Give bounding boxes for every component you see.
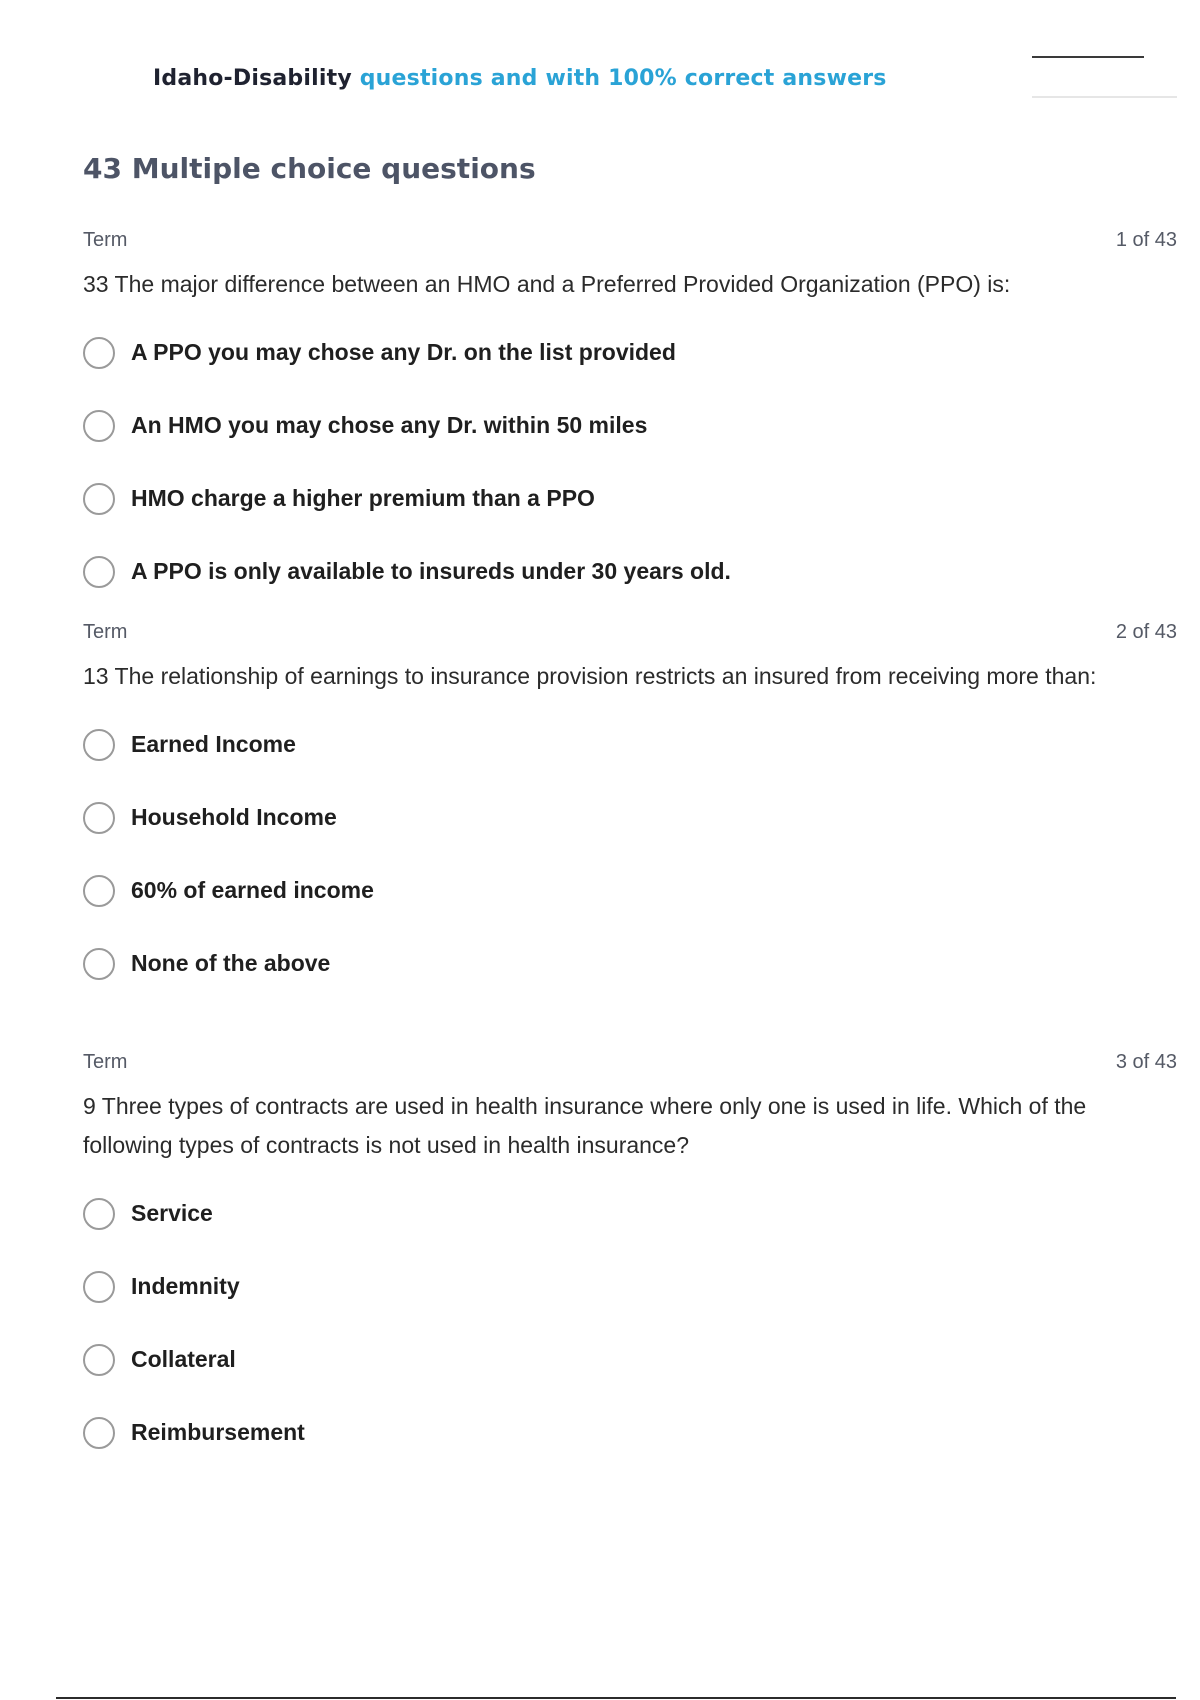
document-title [153, 66, 887, 91]
answer-label: A PPO is only available to insureds under 30 years old. [131, 558, 731, 584]
title-subtitle: questions and with 100% correct answers [351, 66, 887, 91]
question-card-3 [83, 1051, 1177, 1469]
answer-option[interactable] [83, 927, 1177, 1000]
answer-label: Collateral [131, 1346, 236, 1372]
radio-button[interactable] [83, 556, 115, 588]
footer-divider [56, 1697, 1176, 1699]
question-counter: 3 of 43 [1115, 1051, 1177, 1073]
answer-options [83, 316, 1177, 608]
radio-button[interactable] [83, 337, 115, 369]
term-label: Term [83, 1051, 128, 1073]
answer-options [83, 1177, 1177, 1469]
radio-button[interactable] [83, 1417, 115, 1449]
radio-button[interactable] [83, 483, 115, 515]
answer-option[interactable] [83, 1323, 1177, 1396]
question-card-2 [83, 621, 1177, 1000]
header-divider-light [1032, 96, 1177, 98]
radio-button[interactable] [83, 1198, 115, 1230]
header-divider-dark [1032, 56, 1144, 58]
answer-option[interactable] [83, 1250, 1177, 1323]
section-heading: 43 Multiple choice questions [83, 152, 536, 185]
question-counter: 2 of 43 [1115, 621, 1177, 643]
question-text: 13 The relationship of earnings to insurance provision restricts an insured from receiving more than: [83, 663, 1097, 689]
term-label: Term [83, 229, 128, 251]
answer-options [83, 708, 1177, 1000]
radio-button[interactable] [83, 1344, 115, 1376]
radio-button[interactable] [83, 1271, 115, 1303]
answer-label: An HMO you may chose any Dr. within 50 miles [131, 412, 648, 438]
answer-option[interactable] [83, 708, 1177, 781]
answer-label: Household Income [131, 804, 337, 830]
question-text: 33 The major difference between an HMO and a Preferred Provided Organization (PPO) is: [83, 271, 1011, 297]
answer-label: Indemnity [131, 1273, 240, 1299]
answer-option[interactable] [83, 389, 1177, 462]
term-header [83, 621, 1177, 647]
answer-label: None of the above [131, 950, 331, 976]
answer-option[interactable] [83, 854, 1177, 927]
answer-option[interactable] [83, 535, 1177, 608]
question-card-1 [83, 229, 1177, 608]
radio-button[interactable] [83, 948, 115, 980]
answer-label: Earned Income [131, 731, 296, 757]
answer-label: 60% of earned income [131, 877, 374, 903]
term-header [83, 1051, 1177, 1077]
title-brand: Idaho-Disability [153, 66, 352, 91]
answer-option[interactable] [83, 462, 1177, 535]
answer-label: Service [131, 1200, 213, 1226]
answer-label: A PPO you may chose any Dr. on the list provided [131, 339, 676, 365]
radio-button[interactable] [83, 729, 115, 761]
question-text: 9 Three types of contracts are used in health insurance where only one is used in life. Which of the following types of contracts is not used in health insurance? [83, 1093, 1087, 1158]
question-counter: 1 of 43 [1115, 229, 1177, 251]
term-label: Term [83, 621, 128, 643]
answer-option[interactable] [83, 316, 1177, 389]
term-header [83, 229, 1177, 255]
answer-label: Reimbursement [131, 1419, 305, 1445]
answer-option[interactable] [83, 781, 1177, 854]
radio-button[interactable] [83, 802, 115, 834]
answer-option[interactable] [83, 1177, 1177, 1250]
radio-button[interactable] [83, 410, 115, 442]
answer-label: HMO charge a higher premium than a PPO [131, 485, 595, 511]
radio-button[interactable] [83, 875, 115, 907]
answer-option[interactable] [83, 1396, 1177, 1469]
